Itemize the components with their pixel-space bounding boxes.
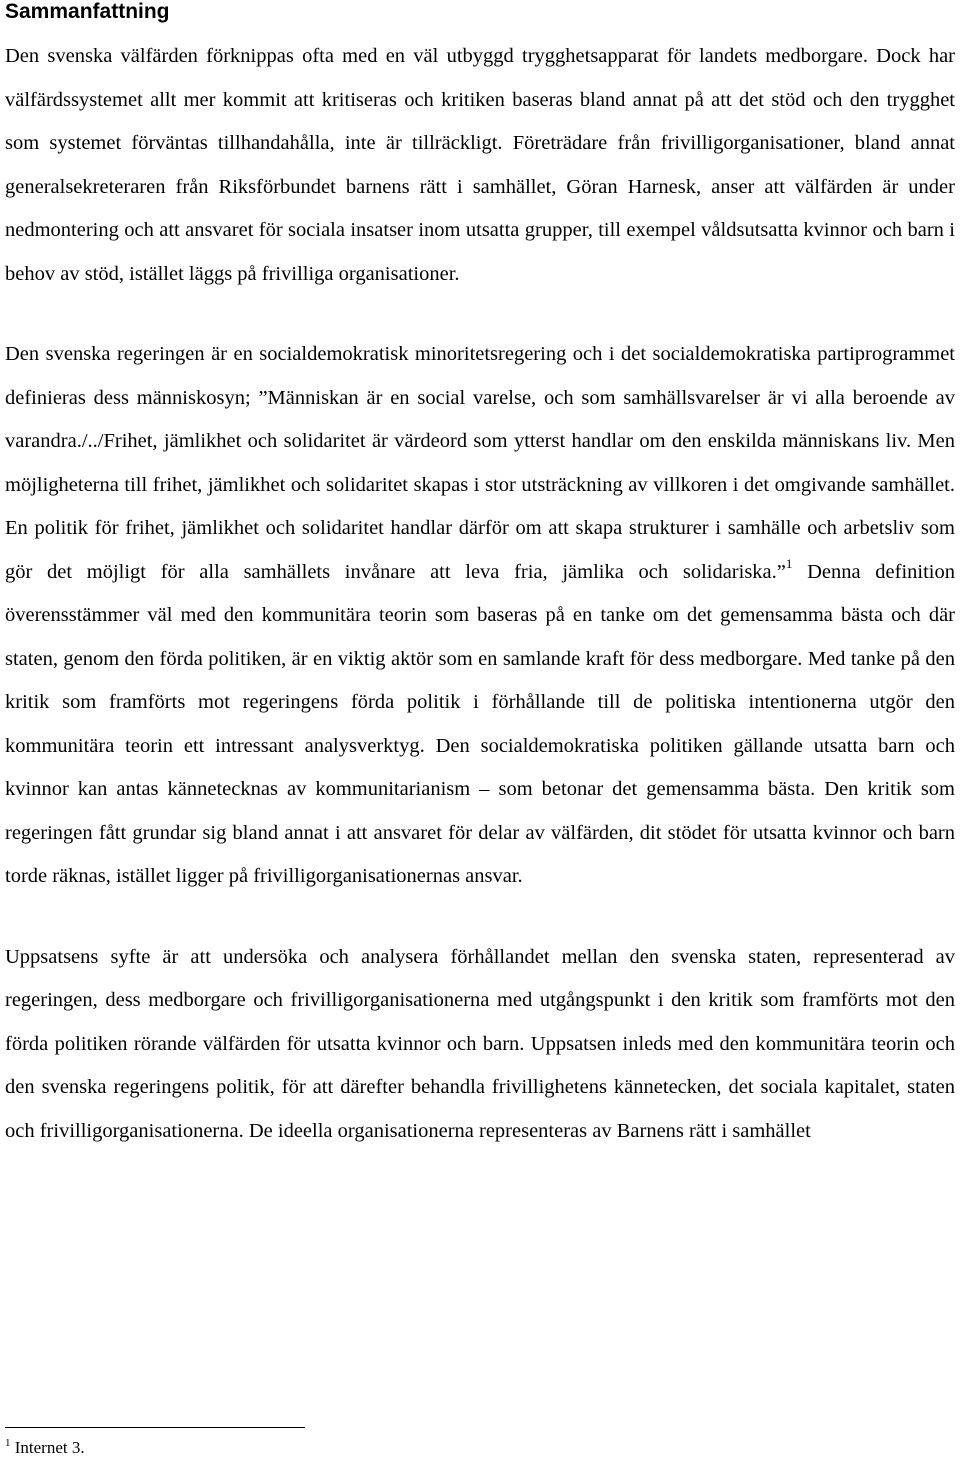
footnote-separator xyxy=(5,1427,305,1428)
footnote xyxy=(5,1438,85,1458)
summary-paragraph-3: Uppsatsens syfte är att undersöka och analysera förhållandet mellan den svenska staten, representerad av regeringen, dess medborgare och frivilligorganisationerna med utgångspunkt i den kritik som framförts mot den förda politiken rörande välfärden för utsatta kvinnor och barn. Uppsatsen inleds med den kommunitära teorin och den svenska regeringens politik, för att därefter behandla frivillighetens kännetecken, det sociala kapitalet, staten och frivilligorganisationerna. De ideella organisationerna representeras av Barnens rätt i samhället xyxy=(5,945,955,1142)
summary-paragraph-1: Den svenska välfärden förknippas ofta med en väl utbyggd trygghetsapparat för landets medborgare. Dock har välfärdssystemet allt mer kommit att kritiseras och kritiken baseras bland annat på att det stöd och den trygghet som systemet förväntas tillhandahålla, inte är tillräckligt. Företrädare från frivilligorganisationer, bland annat generalsekreteraren från Riksförbundet barnens rätt i samhället, Göran Harnesk, anser att välfärden är under nedmontering och att ansvaret för sociala insatser inom utsatta grupper, till exempel våldsutsatta kvinnor och barn i behov av stöd, istället läggs på frivilliga organisationer. xyxy=(5,45,955,285)
paragraph-2-text-after-ref: Denna definition överensstämmer väl med den kommunitära teorin som baseras på en tanke om det gemensamma bästa och där staten, genom den förda politiken, är en viktig aktör som en samlande kraft för dess medborgare. Med tanke på den kritik som framförts mot regeringens förda politik i förhållande till de politiska intentionerna utgör den kommunitära teorin ett intressant analysverktyg. Den socialdemokratiska politiken gällande utsatta barn och kvinnor kan antas kännetecknas av kommunitarianism – som betonar det gemensamma bästa. Den kritik som regeringen fått grundar sig bland annat i att ansvaret för delar av välfärden, dit stödet för utsatta kvinnor och barn torde räknas, istället ligger på frivilligorganisationernas ansvar. xyxy=(5,560,955,887)
footnote-text: Internet 3. xyxy=(10,1438,85,1457)
document-page xyxy=(5,0,955,1153)
paragraph-2-text-before-ref: Den svenska regeringen är en socialdemokratisk minoritetsregering och i det socialdemokratiska partiprogrammet definieras dess människosyn; ”Människan är en social varelse, och som samhällsvarelser är vi alla beroende av varandra./../Frihet, jämlikhet och solidaritet är värdeord som ytterst handlar om den enskilda människans liv. Men möjligheterna till frihet, jämlikhet och solidaritet skapas i stor utsträckning av villkoren i det omgivande samhället. En politik för frihet, jämlikhet och solidaritet handlar därför om att skapa strukturer i samhälle och arbetsliv som gör det möjligt för alla samhällets invånare att leva fria, jämlika och solidariska.” xyxy=(5,343,955,583)
footnote-number: 1 xyxy=(5,1437,11,1449)
footnote-reference[interactable]: 1 xyxy=(785,555,793,571)
section-heading: Sammanfattning xyxy=(5,0,170,23)
summary-paragraph-2 xyxy=(5,333,955,899)
